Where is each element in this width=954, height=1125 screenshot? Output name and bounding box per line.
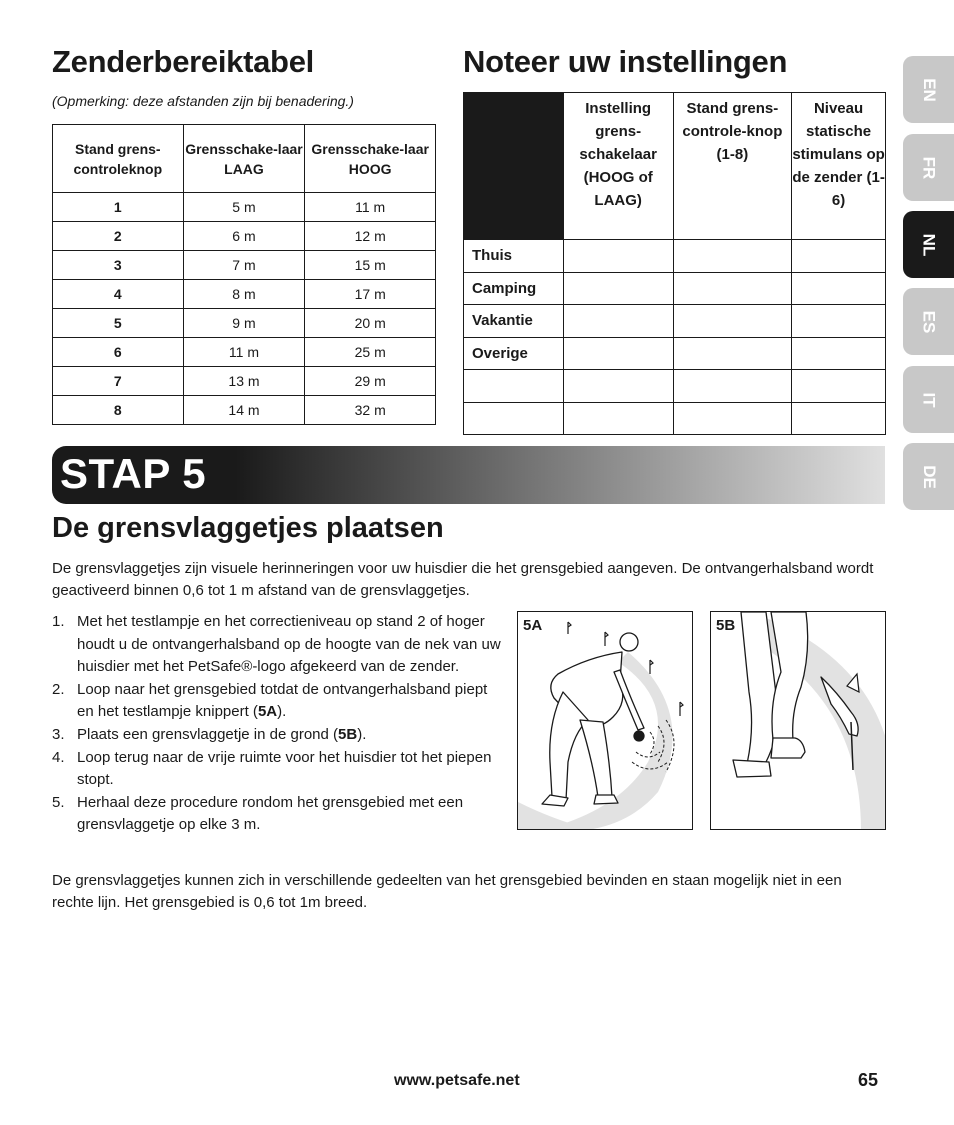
- settings-cell-switch[interactable]: [563, 370, 673, 403]
- settings-cell-knob[interactable]: [673, 272, 792, 305]
- range-cell-low: 6 m: [183, 222, 305, 251]
- tab-label: NL: [919, 233, 939, 256]
- range-cell-high: 25 m: [305, 338, 436, 367]
- step-banner-label: STAP 5: [60, 450, 207, 497]
- figure-5b-label: 5B: [716, 617, 736, 634]
- range-header-knob: Stand grens-controleknop: [53, 125, 184, 193]
- step-number: 1.: [52, 613, 65, 630]
- range-table-row: [53, 251, 436, 280]
- range-cell-knob: 2: [53, 222, 184, 251]
- settings-cell-level[interactable]: [792, 370, 886, 403]
- settings-cell-level[interactable]: [792, 402, 886, 435]
- step-text: Herhaal deze procedure rondom het grensgebied met een grensvlaggetje op elke 3 m.: [77, 793, 464, 834]
- step-item: [52, 611, 507, 679]
- range-cell-low: 14 m: [183, 396, 305, 425]
- step-text: Plaats een grensvlaggetje in de grond (: [77, 725, 339, 743]
- settings-row-label: Camping: [464, 272, 564, 305]
- figure-5a-illustration: [518, 612, 693, 830]
- settings-cell-knob[interactable]: [673, 305, 792, 338]
- step-text: Met het testlampje en het correctieniveau op stand 2 of hoger houdt u de ontvangerhalsband op de hoogte van de nek van uw huisdier met het PetSafe®-logo afgekeerd van de zender.: [77, 613, 501, 676]
- range-cell-high: 11 m: [305, 193, 436, 222]
- range-cell-knob: 1: [53, 193, 184, 222]
- step-text-end: ).: [277, 703, 287, 721]
- range-cell-high: 17 m: [305, 280, 436, 309]
- settings-row-label: Overige: [464, 337, 564, 370]
- figure-reference: 5A: [257, 703, 278, 721]
- settings-table-row: [464, 240, 886, 273]
- range-cell-high: 20 m: [305, 309, 436, 338]
- step-item: [52, 747, 507, 792]
- tab-label: IT: [919, 391, 939, 408]
- settings-header-knob: Stand grens-controle-knop (1-8): [673, 93, 792, 240]
- tab-fr[interactable]: [903, 134, 954, 201]
- settings-cell-switch[interactable]: [563, 305, 673, 338]
- page-number: 65: [858, 1070, 879, 1090]
- range-cell-knob: 8: [53, 396, 184, 425]
- step-intro: De grensvlaggetjes zijn visuele herinneringen voor uw huisdier die het grensgebied aangeven. De ontvangerhalsband wordt geactiveerd binnen 0,6 tot 1 m afstand van de grensvlaggetjes.: [52, 560, 874, 599]
- range-cell-low: 8 m: [183, 280, 305, 309]
- figure-reference: 5B: [338, 725, 358, 743]
- range-table-row: [53, 280, 436, 309]
- range-cell-knob: 5: [53, 309, 184, 338]
- settings-table-row: [464, 305, 886, 338]
- tab-en[interactable]: [903, 56, 954, 123]
- settings-cell-switch[interactable]: [563, 272, 673, 305]
- step-number: 4.: [52, 748, 65, 766]
- settings-header-switch: Instelling grens-schakelaar (HOOG of LAAG): [563, 93, 673, 240]
- range-table-row: [53, 367, 436, 396]
- step-banner: [52, 446, 885, 504]
- settings-table-row: [464, 272, 886, 305]
- range-table-row: [53, 309, 436, 338]
- settings-table-header-row: [464, 93, 886, 240]
- settings-table: [463, 92, 886, 435]
- range-table-body: [53, 193, 436, 425]
- figure-5a-label: 5A: [523, 617, 543, 634]
- range-table-header-row: [53, 125, 436, 193]
- step-item: [52, 679, 507, 724]
- step-text: Loop terug naar de vrije ruimte voor het huisdier tot het piepen stopt.: [77, 748, 492, 789]
- settings-table-row: [464, 337, 886, 370]
- settings-cell-switch[interactable]: [563, 240, 673, 273]
- range-table-note: (Opmerking: deze afstanden zijn bij benadering.): [52, 93, 354, 109]
- range-cell-high: 32 m: [305, 396, 436, 425]
- tab-es[interactable]: [903, 288, 954, 355]
- tab-label: EN: [919, 77, 939, 102]
- settings-header-level: Niveau statische stimulans op de zender (1-6): [792, 93, 886, 240]
- settings-table-title: Noteer uw instellingen: [463, 44, 788, 79]
- range-header-low: Grensschake-laar LAAG: [183, 125, 305, 193]
- range-cell-low: 5 m: [183, 193, 305, 222]
- range-table-title: Zenderbereiktabel: [52, 44, 314, 79]
- range-cell-knob: 6: [53, 338, 184, 367]
- range-cell-low: 7 m: [183, 251, 305, 280]
- settings-cell-level[interactable]: [792, 272, 886, 305]
- settings-cell-level[interactable]: [792, 305, 886, 338]
- settings-table-body: [464, 240, 886, 435]
- step-text: Loop naar het grensgebied totdat de ontvangerhalsband piept en het testlampje knippert (: [77, 680, 488, 721]
- settings-row-label: Vakantie: [464, 305, 564, 338]
- step-number: 5.: [52, 793, 65, 811]
- settings-cell-knob[interactable]: [673, 402, 792, 435]
- figure-5b-illustration: [711, 612, 886, 830]
- step-number: 2.: [52, 680, 65, 698]
- figure-5b: [710, 611, 886, 830]
- range-cell-high: 12 m: [305, 222, 436, 251]
- tab-label: FR: [919, 156, 939, 179]
- settings-cell-switch[interactable]: [563, 337, 673, 370]
- range-cell-high: 29 m: [305, 367, 436, 396]
- range-table-row: [53, 338, 436, 367]
- tab-label: ES: [919, 310, 939, 333]
- range-header-high: Grensschake-laar HOOG: [305, 125, 436, 193]
- settings-row-label: [464, 370, 564, 403]
- tab-it[interactable]: [903, 366, 954, 433]
- range-cell-knob: 3: [53, 251, 184, 280]
- range-cell-low: 9 m: [183, 309, 305, 338]
- settings-cell-level[interactable]: [792, 337, 886, 370]
- settings-cell-knob[interactable]: [673, 337, 792, 370]
- range-table-row: [53, 193, 436, 222]
- range-table-row: [53, 396, 436, 425]
- settings-row-label: Thuis: [464, 240, 564, 273]
- range-table: [52, 124, 436, 425]
- step-text-end: ).: [357, 725, 367, 743]
- settings-header-empty: [464, 93, 564, 240]
- step-number: 3.: [52, 725, 65, 743]
- step-item: [52, 724, 507, 747]
- range-cell-high: 15 m: [305, 251, 436, 280]
- footer-url[interactable]: www.petsafe.net: [394, 1072, 520, 1089]
- step-outro: De grensvlaggetjes kunnen zich in verschillende gedeelten van het grensgebied bevinden en staan mogelijk niet in een rechte lijn. Het grensgebied is 0,6 tot 1m breed.: [52, 872, 842, 911]
- range-cell-knob: 4: [53, 280, 184, 309]
- settings-cell-level[interactable]: [792, 240, 886, 273]
- settings-cell-knob[interactable]: [673, 240, 792, 273]
- range-cell-low: 13 m: [183, 367, 305, 396]
- tab-nl[interactable]: [903, 211, 954, 278]
- range-cell-knob: 7: [53, 367, 184, 396]
- step-instructions: [52, 611, 507, 837]
- tab-de[interactable]: [903, 443, 954, 510]
- settings-table-row: [464, 370, 886, 403]
- figure-5a: [517, 611, 693, 830]
- settings-cell-knob[interactable]: [673, 370, 792, 403]
- step-title: De grensvlaggetjes plaatsen: [52, 512, 444, 544]
- range-table-row: [53, 222, 436, 251]
- settings-row-label: [464, 402, 564, 435]
- tab-label: DE: [919, 464, 939, 489]
- settings-table-row: [464, 402, 886, 435]
- step-item: [52, 792, 507, 837]
- settings-cell-switch[interactable]: [563, 402, 673, 435]
- range-cell-low: 11 m: [183, 338, 305, 367]
